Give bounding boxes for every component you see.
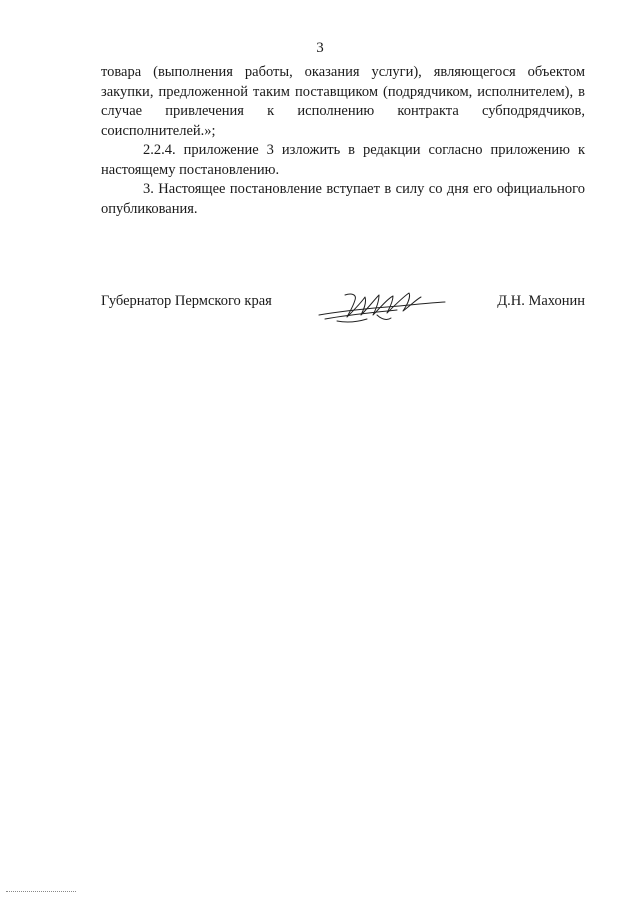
paragraph-2-2-4: 2.2.4. приложение 3 изложить в редакции согласно приложению к настоящему постановлению. — [101, 142, 585, 178]
page-number: 3 — [316, 40, 324, 56]
document-body — [101, 63, 585, 219]
footer-divider — [6, 891, 76, 892]
signature-block — [101, 293, 585, 333]
paragraph-3: 3. Настоящее постановление вступает в силу со дня его официального опубликования. — [101, 181, 585, 217]
paragraph-continuation: товара (выполнения работы, оказания услуги), являющегося объектом закупки, предложенной таким поставщиком (подрядчиком, исполнителем), в случае привлечения к исполнению контракта субподрядчиков, соисполнителей.»; — [101, 64, 585, 139]
signatory-title: Губернатор Пермского края — [101, 293, 272, 309]
signatory-name: Д.Н. Махонин — [497, 293, 585, 309]
handwritten-signature — [317, 285, 447, 330]
